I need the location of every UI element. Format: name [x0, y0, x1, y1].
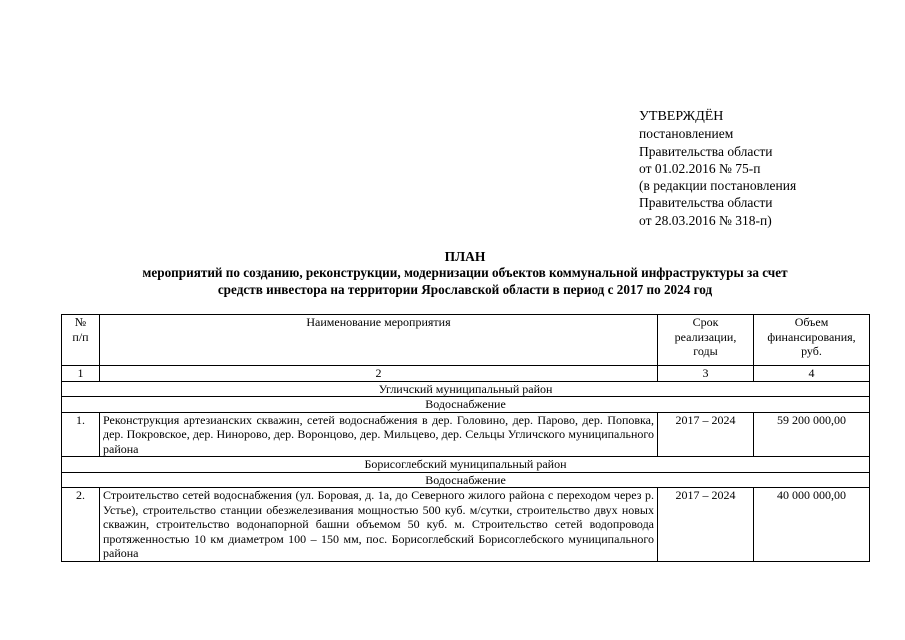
row-name: Реконструкция артезианских скважин, сетей водоснабжения в дер. Головино, дер. Парово, дер. Поповка, дер. Покровское, дер. Нинорово, дер. Воронцово, дер. Мильцево, дер. Сельцы Угличского муниципального района [100, 412, 658, 457]
approval-line: (в редакции постановления [639, 178, 797, 194]
header-term [658, 315, 754, 366]
table-row [62, 412, 870, 457]
column-number: 1 [62, 366, 100, 382]
header-num-line: № [74, 315, 87, 329]
header-volume-line: руб. [801, 344, 822, 358]
table-row [62, 488, 870, 562]
row-num: 2. [62, 488, 100, 562]
category-row [62, 397, 870, 413]
district-row [62, 457, 870, 473]
header-term-line: реализации, [674, 329, 737, 344]
column-numbers-row [62, 366, 870, 382]
approval-line: от 28.03.2016 № 318-п) [639, 212, 772, 228]
row-amount: 40 000 000,00 [754, 488, 870, 562]
approval-line: Правительства области [639, 195, 773, 211]
column-number: 3 [658, 366, 754, 382]
district-name: Борисоглебский муниципальный район [62, 457, 870, 473]
approval-line: постановлением [639, 126, 734, 142]
header-name: Наименование мероприятия [100, 315, 658, 366]
category-row [62, 472, 870, 488]
row-name: Строительство сетей водоснабжения (ул. Боровая, д. 1а, до Северного жилого района с переходом через р. Устье), строительство станции обезжелезивания мощностью 500 куб. м/сутки, строительство двух новых скважин, строительство водонапорной башни объемом 50 куб. м. Строительство сетей водопровода протяженностью 10 км диаметром 100 – 150 мм, пос. Борисоглебский Борисоглебского муниципального района [100, 488, 658, 562]
category-name: Водоснабжение [62, 397, 870, 413]
header-volume [754, 315, 870, 366]
header-num-line: п/п [72, 329, 89, 344]
category-name: Водоснабжение [62, 472, 870, 488]
approval-line: от 01.02.2016 № 75-п [639, 160, 761, 176]
approval-stamp [639, 108, 796, 229]
table-header-row [62, 315, 870, 366]
header-num [62, 315, 100, 366]
header-term-line: годы [693, 344, 718, 358]
title-line-1: мероприятий по созданию, реконструкции, модернизации объектов коммунальной инфраструктуры за счет [142, 265, 788, 280]
title-main: ПЛАН [444, 249, 486, 264]
plan-table [61, 314, 870, 562]
header-volume-line: Объем [794, 315, 829, 329]
approval-line: УТВЕРЖДЁН [639, 109, 724, 124]
row-amount: 59 200 000,00 [754, 412, 870, 457]
row-num: 1. [62, 412, 100, 457]
column-number: 4 [754, 366, 870, 382]
column-number: 2 [100, 366, 658, 382]
title-line-2: средств инвестора на территории Ярославской области в период с 2017 по 2024 год [217, 281, 713, 297]
row-term: 2017 – 2024 [658, 412, 754, 457]
row-term: 2017 – 2024 [658, 488, 754, 562]
district-row [62, 381, 870, 397]
header-term-line: Срок [692, 315, 719, 329]
approval-line: Правительства области [639, 143, 773, 159]
document-title [60, 248, 870, 298]
header-volume-line: финансирования, [767, 329, 856, 344]
district-name: Угличский муниципальный район [62, 381, 870, 397]
